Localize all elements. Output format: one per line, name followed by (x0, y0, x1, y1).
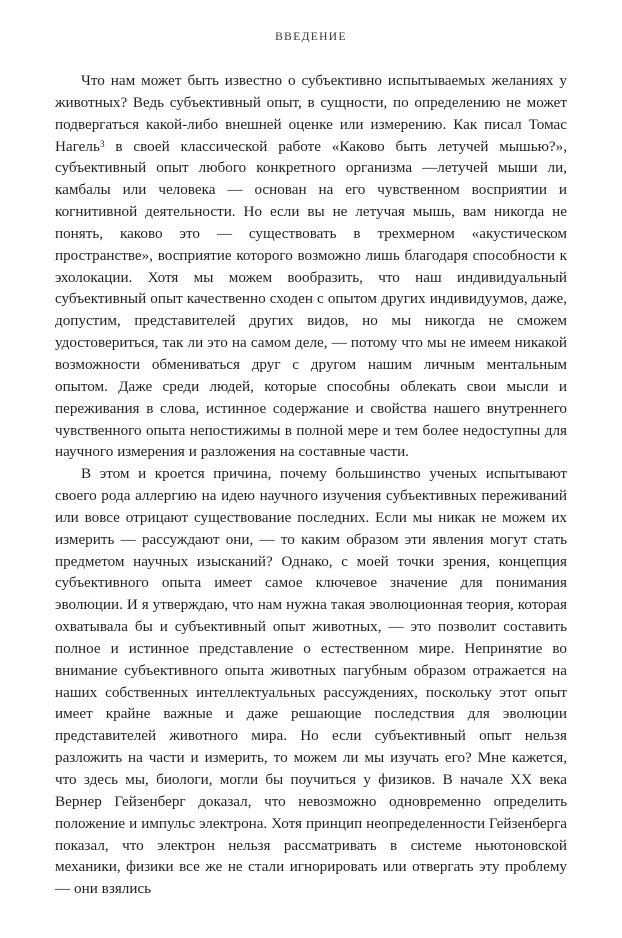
paragraph-1-text-after-note: в своей классической работе «Каково быть летучей мышью?», субъективный опыт любого конкретного организма —летучей мыши ли, камбалы или человека — основан на его чувственном восприятии и когнитивной деятельности. Но если вы не летучая мышь, вам никогда не понять, каково это — существовать в трехмерном «акустическом пространстве», восприятие которого возможно лишь благодаря способности к эхолокации. Хотя мы можем вообразить, что наш индивидуальный субъективный опыт качественно сходен с опытом других индивидуумов, даже, допустим, представителей других видов, но мы никогда не сможем удостовериться, так ли это на самом деле, — потому что мы не имеем никакой возможности обмениваться друг с другом нашим личным ментальным опытом. Даже среди людей, которые способны облекать свои мысли и переживания в слова, истинное содержание и свойства нашего внутреннего чувственного опыта непостижимы в полной мере и тем более недоступны для научного измерения и разложения на составные части. (55, 137, 567, 461)
paragraph-1 (55, 70, 567, 463)
paragraph-2 (55, 463, 567, 900)
paragraph-2-text: В этом и кроется причина, почему большинство ученых испытывают своего рода аллергию на идею научного изучения субъективных переживаний или вовсе отрицают существование последних. Если мы никак не можем их измерить — рассуждают они, — то каким образом эти явления могут стать предметом научных изысканий? Однако, с моей точки зрения, концепция субъективного опыта имеет самое ключевое значение для понимания эволюции. И я утверждаю, что нам нужна такая эволюционная теория, которая охватывала бы и субъективный опыт животных, — это позволит составить полное и истинное представление о естественном мире. Непринятие во внимание субъективного опыта животных пагубным образом отражается на наших собственных интеллектуальных рассуждениях, поскольку этот опыт имеет крайне важные и даже решающие последствия для эволюции представителей животного мира. Но если субъективный опыт нельзя разложить на части и измерить, то можем ли мы изучать его? Мне кажется, что здесь мы, биологи, могли бы поучиться у физиков. В начале XX века Вернер Гейзенберг доказал, что невозможно одновременно определить положение и импульс электрона. Хотя принцип неопределенности Гейзенберга показал, что электрон нельзя рассматривать в системе ньютоновской механики, физики все же не стали игнорировать или отвергать эту проблему — они взялись (55, 465, 567, 898)
footnote-marker-3[interactable]: 3 (99, 139, 105, 150)
paragraph-1-text-before-note: Что нам может быть известно о субъективно испытываемых желаниях у животных? Ведь субъективный опыт, в сущности, по определению не может подвергаться какой-либо внешней оценке или измерению. Как писал Томас Нагель (55, 72, 567, 155)
body-text-block (55, 70, 567, 900)
running-head: ВВЕДЕНИЕ (275, 31, 347, 43)
